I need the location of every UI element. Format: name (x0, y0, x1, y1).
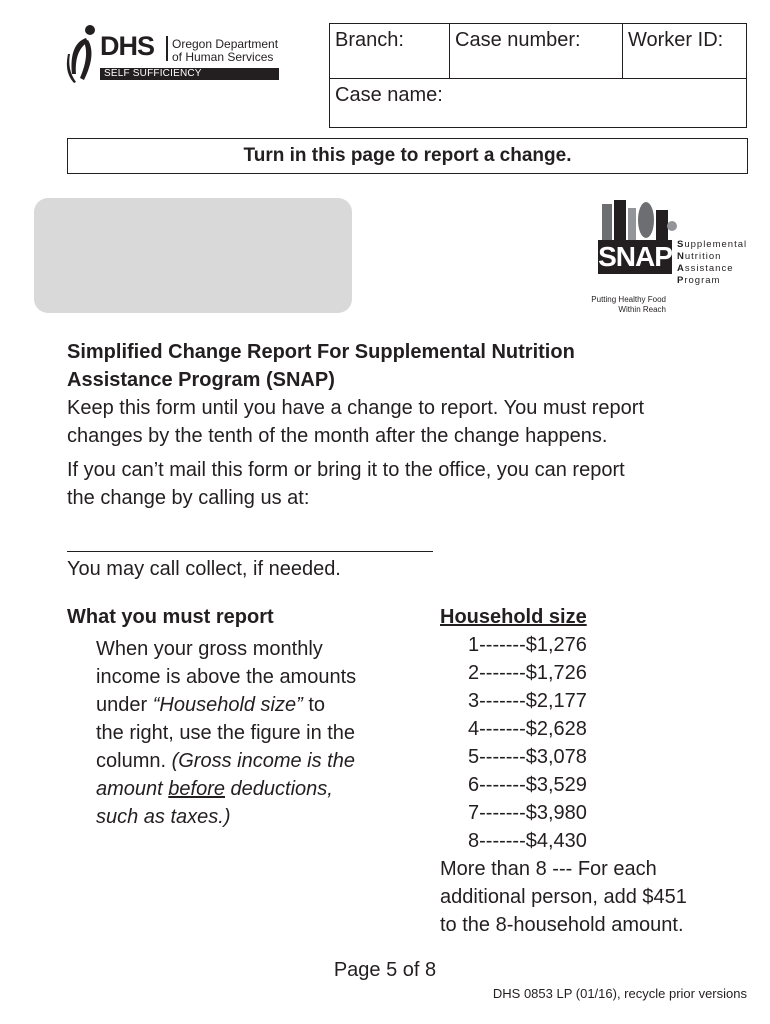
household-row: 8-------$4,430 (468, 830, 587, 852)
must-report-line4: the right, use the figure in the (96, 722, 356, 744)
household-row: 4-------$2,628 (468, 718, 587, 740)
snap-wordmark: SNAP (598, 241, 672, 272)
household-more-line3: to the 8-household amount. (440, 914, 684, 936)
snap-tagline-line2: Within Reach (618, 305, 666, 314)
snap-acronym-p: Program (677, 275, 721, 286)
household-row: 1-------$1,276 (468, 634, 587, 656)
call-line2: the change by calling us at: (67, 487, 310, 509)
must-report-heading: What you must report (67, 606, 274, 628)
case-info-table (329, 23, 747, 128)
household-more-line1: More than 8 --- For each (440, 858, 657, 880)
household-row: 3-------$2,177 (468, 690, 587, 712)
household-more-line2: additional person, add $451 (440, 886, 687, 908)
must-report-line1: When your gross monthly (96, 638, 323, 660)
division-label: SELF SUFFICIENCY (104, 68, 202, 79)
household-row: 2-------$1,726 (468, 662, 587, 684)
snap-tagline-line1: Putting Healthy Food (591, 295, 666, 304)
grocery-bag-icon (598, 196, 678, 244)
call-line1: If you can’t mail this form or bring it to the office, you can report (67, 459, 625, 481)
logo-divider (166, 36, 168, 61)
case-name-field[interactable]: Case name: (335, 84, 443, 106)
table-divider (449, 24, 450, 78)
must-report-line7: such as taxes.) (96, 806, 231, 828)
agency-abbreviation: DHS (100, 31, 155, 61)
page-number: Page 5 of 8 (333, 959, 437, 981)
must-report-line5: column. (Gross income is the (96, 750, 355, 772)
form-title-line2: Assistance Program (SNAP) (67, 369, 335, 391)
must-report-line2: income is above the amounts (96, 666, 357, 688)
agency-name-line2: of Human Services (172, 50, 274, 64)
household-row: 7-------$3,980 (468, 802, 587, 824)
table-divider (330, 78, 746, 79)
agency-name-line1: Oregon Department (172, 37, 279, 51)
household-row: 6-------$3,529 (468, 774, 587, 796)
dhs-figure-logo-icon (66, 24, 100, 84)
intro-line1: Keep this form until you have a change to report. You must report (67, 397, 645, 419)
household-row: 5-------$3,078 (468, 746, 587, 768)
must-report-line6: amount before deductions, (96, 778, 333, 800)
intro-line2: changes by the tenth of the month after the change happens. (67, 425, 608, 447)
form-identifier: DHS 0853 LP (01/16), recycle prior versions (492, 986, 747, 1001)
worker-id-field[interactable]: Worker ID: (628, 29, 724, 51)
snap-acronym-n: Nutrition (677, 251, 722, 262)
phone-number-blank[interactable] (67, 551, 433, 552)
snap-acronym-s: Supplemental (677, 239, 748, 250)
form-title-line1: Simplified Change Report For Supplemental Nutrition (67, 341, 575, 363)
collect-call-note: You may call collect, if needed. (67, 558, 341, 580)
turn-in-notice: Turn in this page to report a change. (67, 138, 748, 174)
household-size-heading: Household size (440, 606, 587, 628)
table-divider (622, 24, 623, 78)
case-number-field[interactable]: Case number: (455, 29, 581, 51)
snap-acronym-a: Assistance (677, 263, 734, 274)
branch-field[interactable]: Branch: (335, 29, 404, 51)
must-report-line3: under “Household size” to (96, 694, 326, 716)
address-box (34, 198, 352, 313)
